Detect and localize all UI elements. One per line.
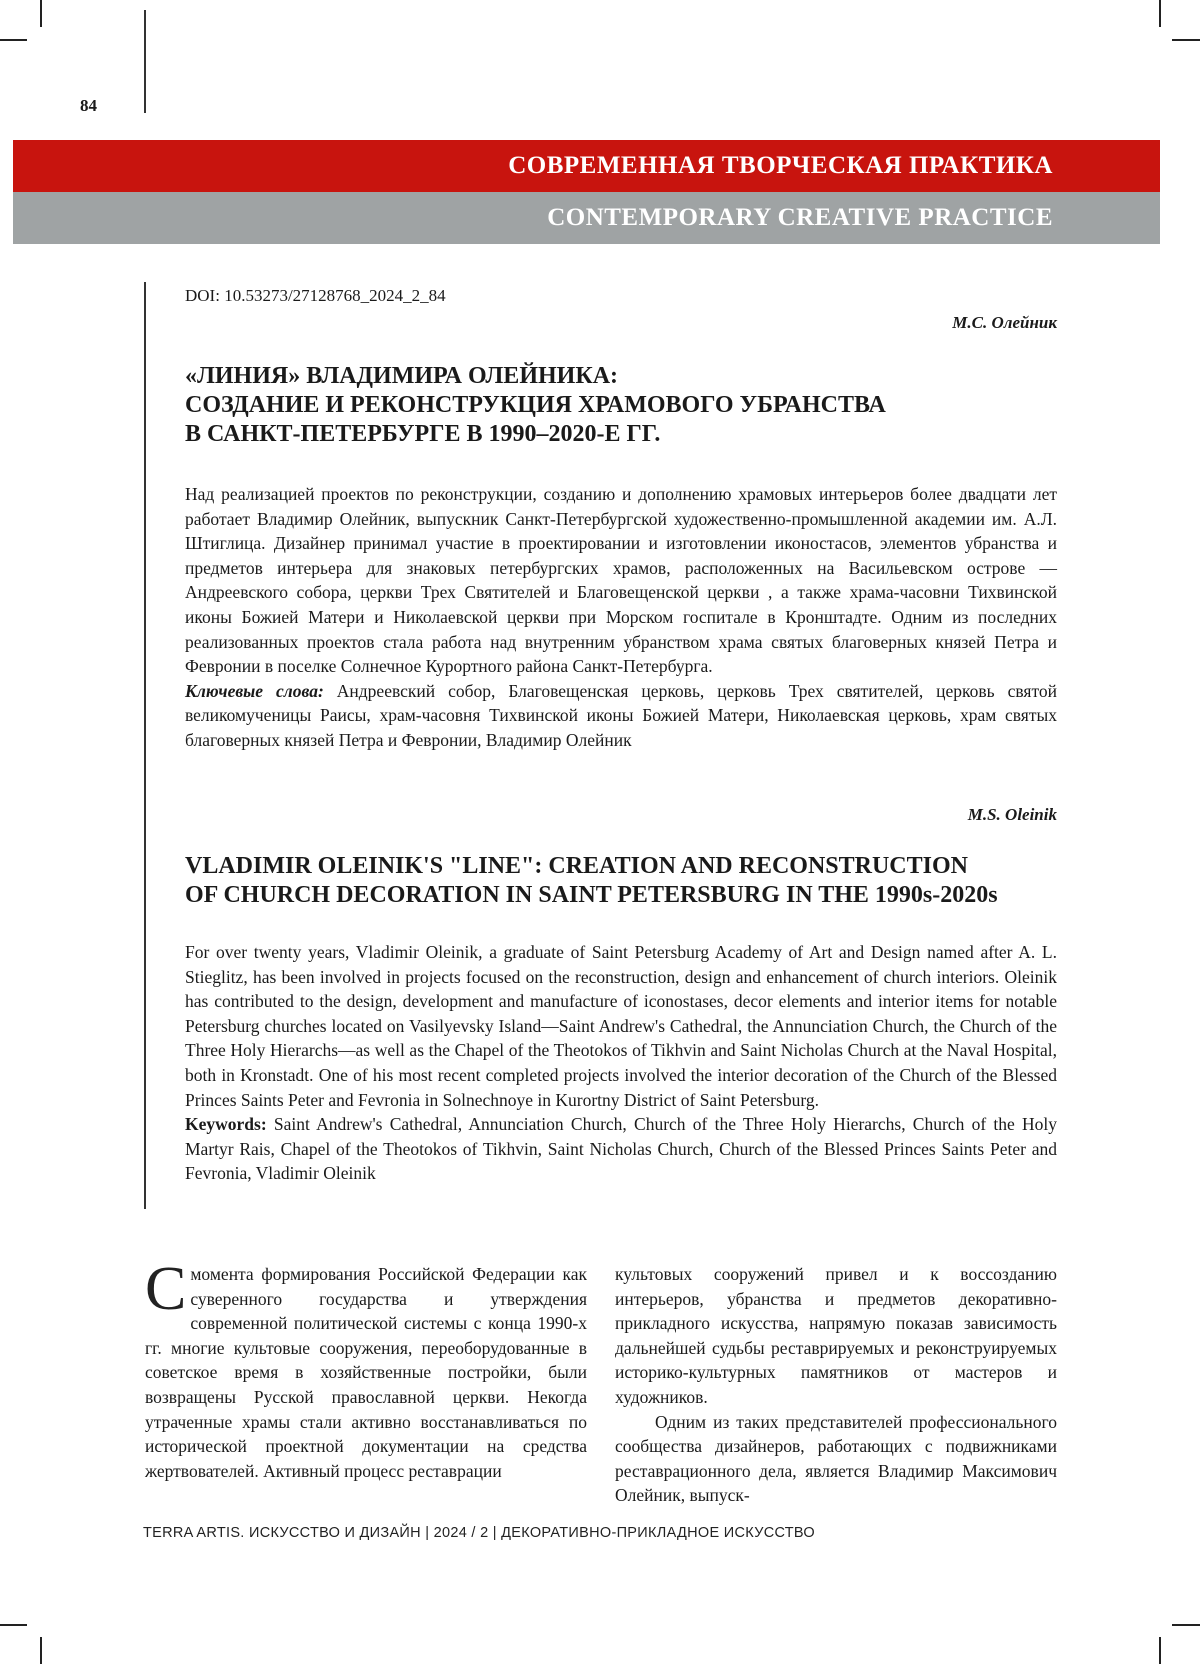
crop-mark: [1159, 1637, 1161, 1664]
section-header-ru: СОВРЕМЕННАЯ ТВОРЧЕСКАЯ ПРАКТИКА: [13, 140, 1160, 192]
crop-mark: [0, 39, 27, 41]
crop-mark: [40, 0, 42, 27]
body-column-right: [615, 1262, 1057, 1508]
author-en: M.S. Oleinik: [967, 805, 1057, 824]
running-footer: TERRA ARTIS. ИСКУССТВО И ДИЗАЙН | 2024 / 2 | ДЕКОРАТИВНО-ПРИКЛАДНОЕ ИСКУССТВО: [143, 1525, 815, 1541]
body-paragraph: культовых сооружений привел и к воссозданию интерьеров, убранства и предметов декоративно-прикладного искусства, напрямую показав зависимость дальнейшей судьбы реставрируемых и реконструируемых историко-культурных памятников от мастеров и художников.: [615, 1264, 1057, 1407]
doi: DOI: 10.53273/27128768_2024_2_84: [185, 286, 446, 305]
title-en: [185, 852, 1065, 910]
body-column-left: [145, 1255, 587, 1483]
crop-mark: [1159, 0, 1161, 27]
crop-mark: [1172, 1624, 1200, 1626]
keywords-label-en: Keywords:: [185, 1114, 267, 1135]
body-paragraph: Одним из таких представителей профессионального сообщества дизайнеров, работающих с подвижниками реставрационного дела, является Владимир Максимович Олейник, выпуск-: [615, 1411, 1057, 1506]
abstract-en-text: For over twenty years, Vladimir Oleinik, a graduate of Saint Petersburg Academy of Art and Design named after A. L. Stieglitz, has been involved in projects focused on the reconstruction, design and enhancement of church interiors. Oleinik has contributed to the design, development and manufacture of iconostases, decor elements and interior items for notable Petersburg churches located on Vasilyevsky Island—Saint Andrew's Cathedral, the Annunciation Church, the Church of the Three Holy Hierarchs—as well as the Chapel of the Theotokos of Tikhvin and Saint Nicholas Church at the Naval Hospital, both in Kronstadt. One of his most recent completed projects involved the interior decoration of the Church of the Blessed Princes Saints Peter and Fevronia in Solnechnoye in Kurortny District of Saint Petersburg.: [185, 942, 1057, 1110]
crop-mark: [1172, 39, 1200, 41]
title-en-line: VLADIMIR OLEINIK'S "LINE": CREATION AND RECONSTRUCTION: [185, 853, 968, 879]
margin-rule: [144, 10, 146, 113]
section-header-en: CONTEMPORARY CREATIVE PRACTICE: [13, 192, 1160, 244]
title-ru: [185, 362, 1065, 449]
title-ru-line: В САНКТ-ПЕТЕРБУРГЕ В 1990–2020-Е ГГ.: [185, 421, 661, 447]
title-en-line: OF CHURCH DECORATION IN SAINT PETERSBURG IN THE 1990s-2020s: [185, 882, 998, 908]
abstract-ru-text: Над реализацией проектов по реконструкции, созданию и дополнению храмовых интерьеров более двадцати лет работает Владимир Олейник, выпускник Санкт-Петербургской художественно-промышленной академии им. А.Л. Штиглица. Дизайнер принимал участие в проектировании и изготовлении иконостасов, элементов убранства и предметов интерьера для знаковых петербургских храмов, расположенных на Васильевском острове — Андреевского собора, церкви Трех Святителей и Благовещенской церкви , а также храма-часовни Тихвинской иконы Божией Матери и Николаевской церкви при Морском госпитале в Кронштадте. Одним из последних реализованных проектов стала работа над внутренним убранством храма святых благоверных князей Петра и Февронии в поселке Солнечное Курортного района Санкт-Петербурга.: [185, 484, 1057, 677]
crop-mark: [0, 1624, 27, 1626]
author-ru: М.С. Олейник: [952, 313, 1057, 332]
crop-mark: [40, 1637, 42, 1664]
keywords-label-ru: Ключевые слова:: [185, 680, 324, 701]
margin-rule: [144, 282, 146, 1209]
body-text: момента формирования Российской Федерации как суверенного государства и утверждения современной политической системы с конца 1990-х гг. многие культовые сооружения, переоборудованные в советское время в хозяйственные постройки, были возвращены Русской православной церкви. Некогда утраченные храмы стали активно восстанавливаться по исторической проектной документации на средства жертвователей. Активный процесс реставрации: [145, 1264, 587, 1481]
title-ru-line: СОЗДАНИЕ И РЕКОНСТРУКЦИЯ ХРАМОВОГО УБРАНСТВА: [185, 392, 886, 418]
title-ru-line: «ЛИНИЯ» ВЛАДИМИРА ОЛЕЙНИКА:: [185, 363, 619, 389]
keywords-en: Saint Andrew's Cathedral, Annunciation Church, Church of the Three Holy Hierarchs, Church of the Holy Martyr Rais, Chapel of the Theotokos of Tikhvin, Saint Nicholas Church, Church of the Blessed Princes Saints Peter and Fevronia, Vladimir Oleinik: [185, 1114, 1058, 1184]
abstract-ru: [185, 482, 1057, 753]
page-number: 84: [80, 96, 97, 115]
keywords-ru: Андреевский собор, Благовещенская церковь, церковь Трех святителей, церковь святой великомученицы Раисы, храм-часовня Тихвинской иконы Божией Матери, Николаевская церковь, храм святых благоверных князей Петра и Февронии, Владимир Олейник: [185, 680, 1057, 750]
abstract-en: [185, 940, 1057, 1186]
drop-cap: С: [145, 1255, 187, 1323]
